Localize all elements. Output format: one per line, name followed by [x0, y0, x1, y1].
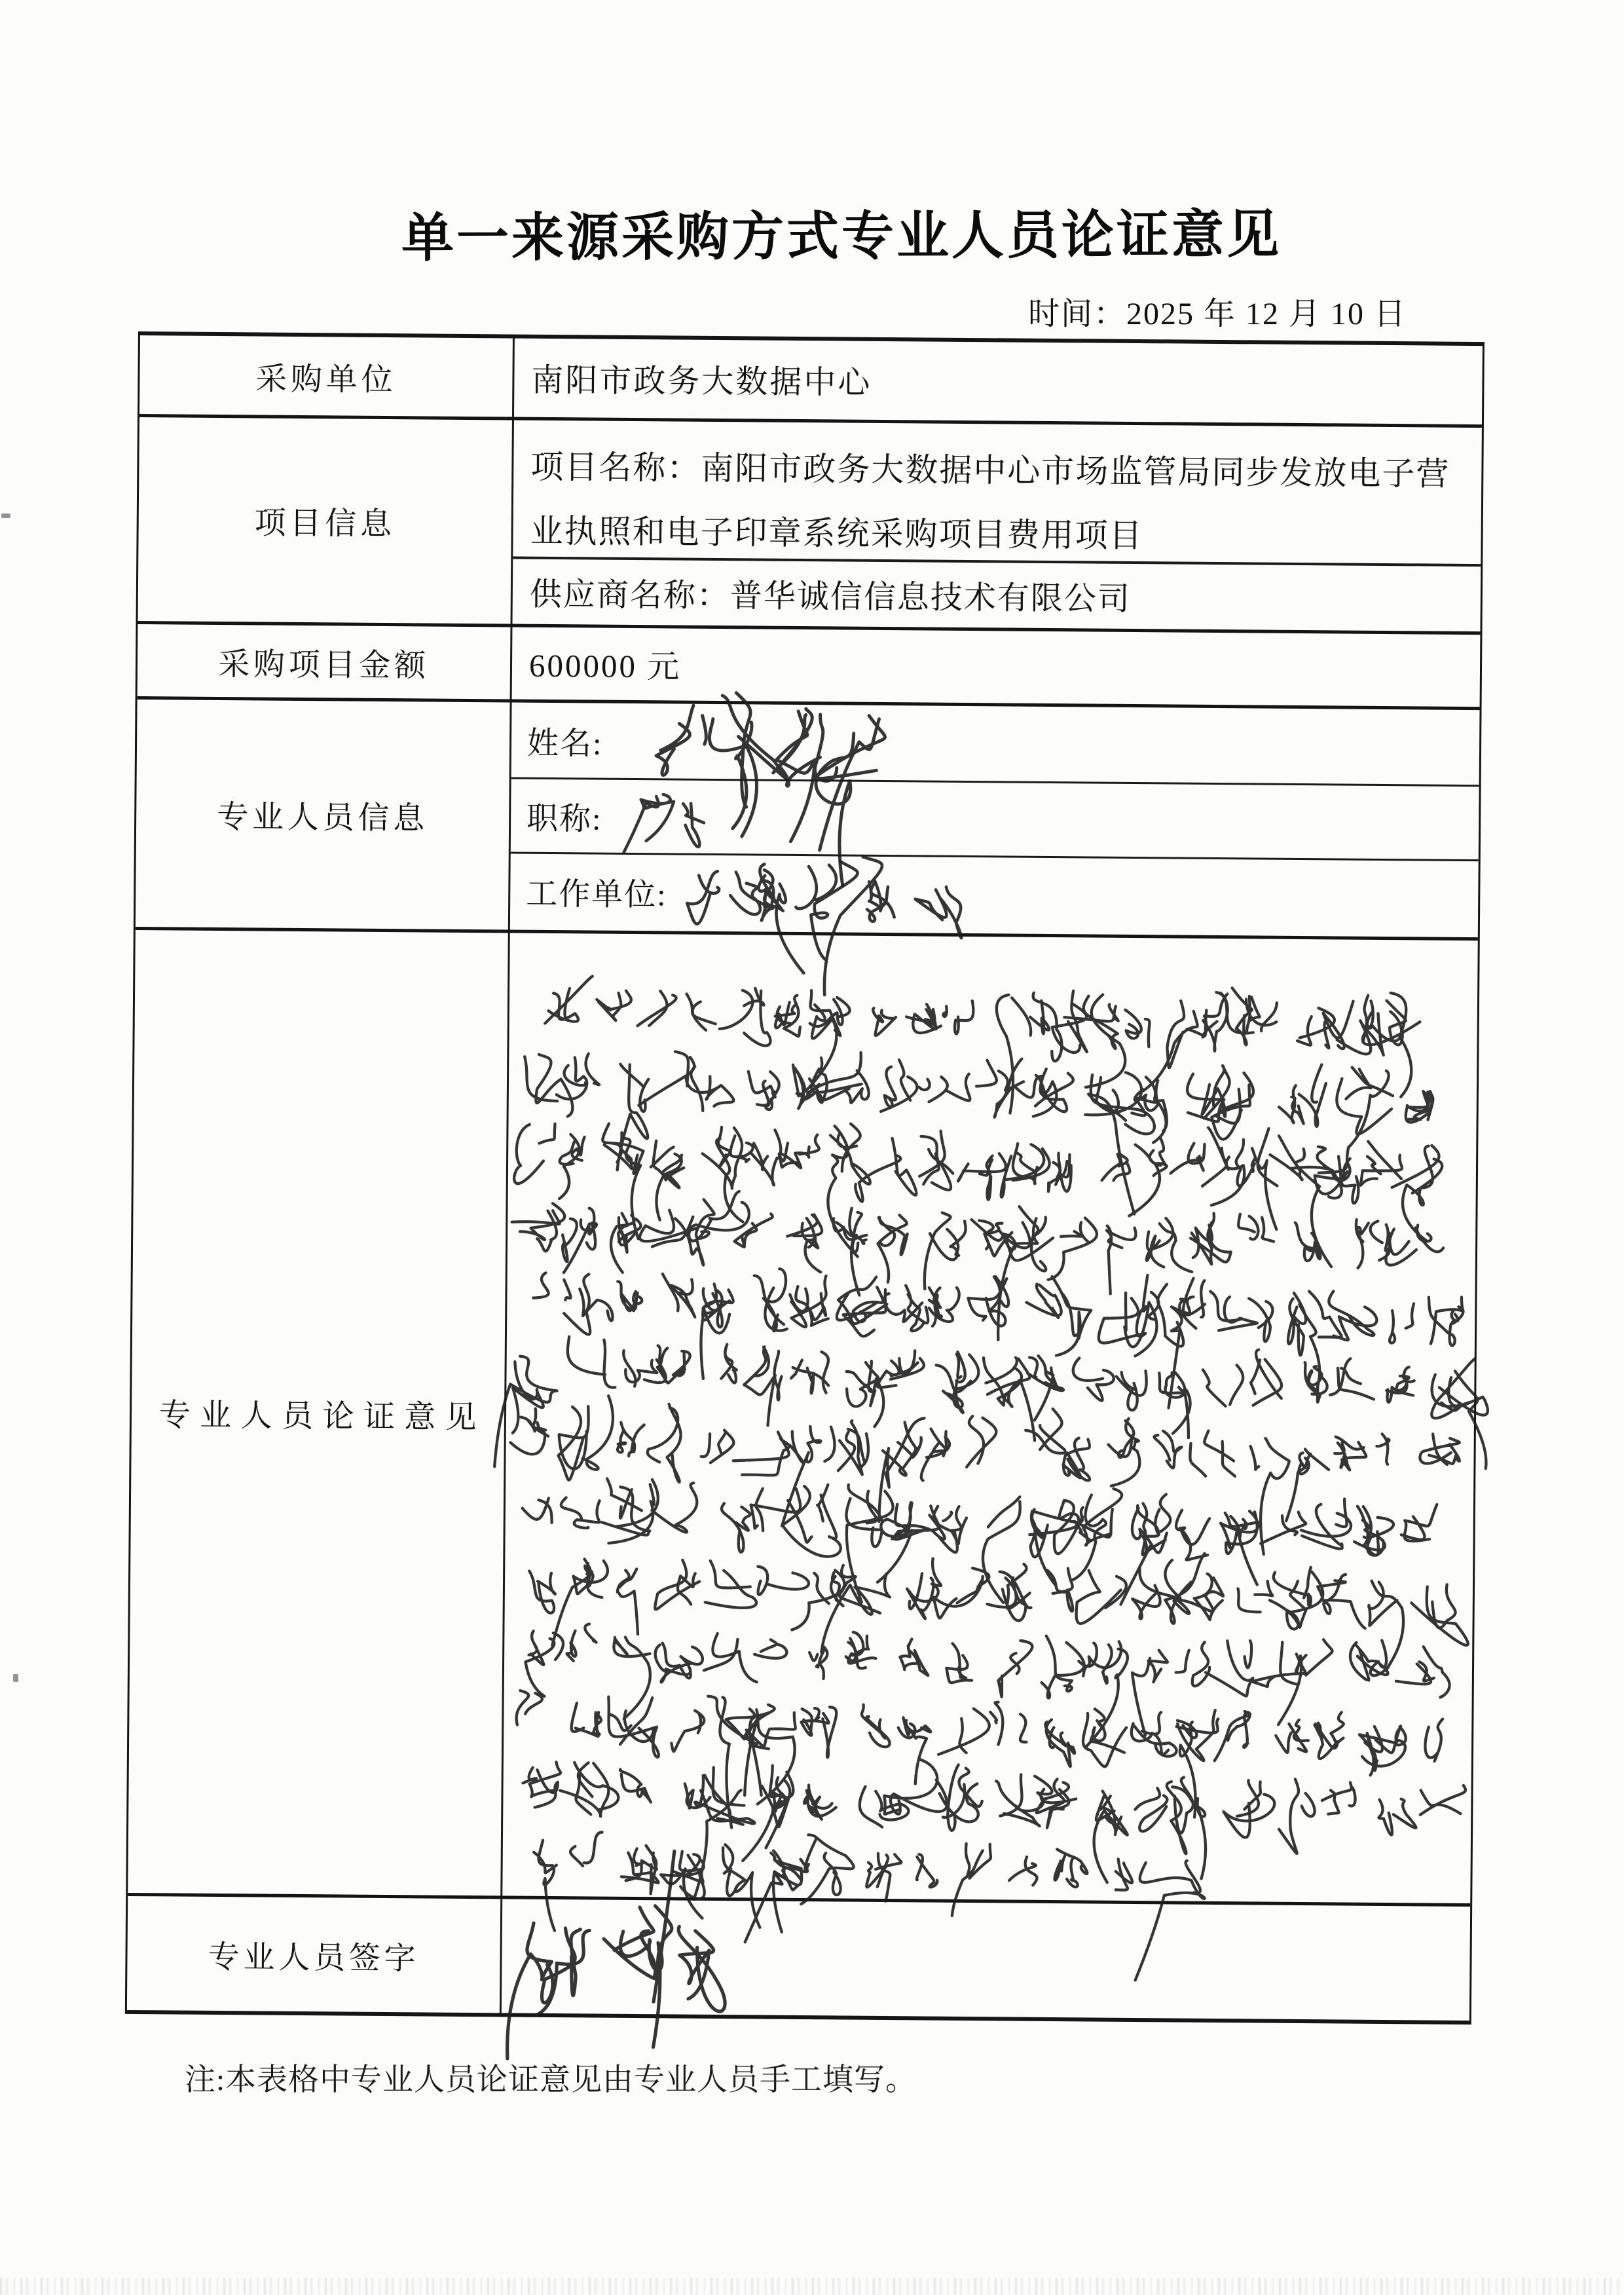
- project-info-label: 项目信息: [138, 417, 514, 624]
- table-row-signature: [127, 1896, 1470, 2021]
- date-line: 时间：2025 年 12 月 10 日: [1027, 297, 1407, 331]
- opinion-cell: [502, 933, 1477, 1903]
- expert-name-field: [511, 702, 1480, 787]
- table-row-opinion: [128, 930, 1478, 1907]
- scan-speck: [13, 1674, 18, 1682]
- amount-label: 采购项目金额: [138, 624, 513, 699]
- project-name-value: 项目名称：南阳市政务大数据中心市场监管局同步发放电子营业执照和电子印章系统采购项目费用项目: [513, 420, 1482, 567]
- opinion-label: 专业人员论证意见: [128, 930, 510, 1895]
- table-row-project-info: [138, 417, 1481, 635]
- expert-unit-label: 工作单位:: [526, 876, 667, 913]
- expert-info-label: 专业人员信息: [136, 700, 512, 929]
- table-row-expert-info: [136, 700, 1480, 941]
- handwritten-signature: [502, 1899, 1470, 2021]
- signature-label: 专业人员签字: [127, 1896, 502, 2013]
- scan-speck: [1, 513, 10, 518]
- expert-title-field: [511, 779, 1479, 861]
- table-row-purchase-unit: [139, 335, 1483, 428]
- project-info-cell: [513, 420, 1482, 632]
- amount-value: 600000 元: [528, 647, 682, 685]
- footer-note: 注:本表格中专业人员论证意见由专业人员手工填写。: [185, 2063, 917, 2097]
- expert-info-cell: [510, 702, 1480, 937]
- purchase-unit-value: 南阳市政务大数据中心: [531, 362, 872, 401]
- expert-unit-field: [510, 853, 1479, 935]
- scan-edge-artifact: [0, 2278, 1624, 2295]
- table-row-amount: [138, 624, 1481, 710]
- supplier-name-value: 供应商名称：普华诚信信息技术有限公司: [529, 576, 1132, 617]
- handwritten-name: [511, 702, 1480, 787]
- expert-title-label: 职称:: [526, 801, 602, 837]
- handwritten-opinion: [502, 933, 1477, 1903]
- page-title: 单一来源采购方式专业人员论证意见: [401, 205, 1282, 267]
- expert-name-label: 姓名:: [526, 726, 603, 762]
- opinion-form-table: [125, 331, 1485, 2024]
- purchase-unit-label: 采购单位: [139, 335, 515, 417]
- signature-cell: [502, 1899, 1470, 2021]
- handwritten-job-title: [511, 779, 1479, 861]
